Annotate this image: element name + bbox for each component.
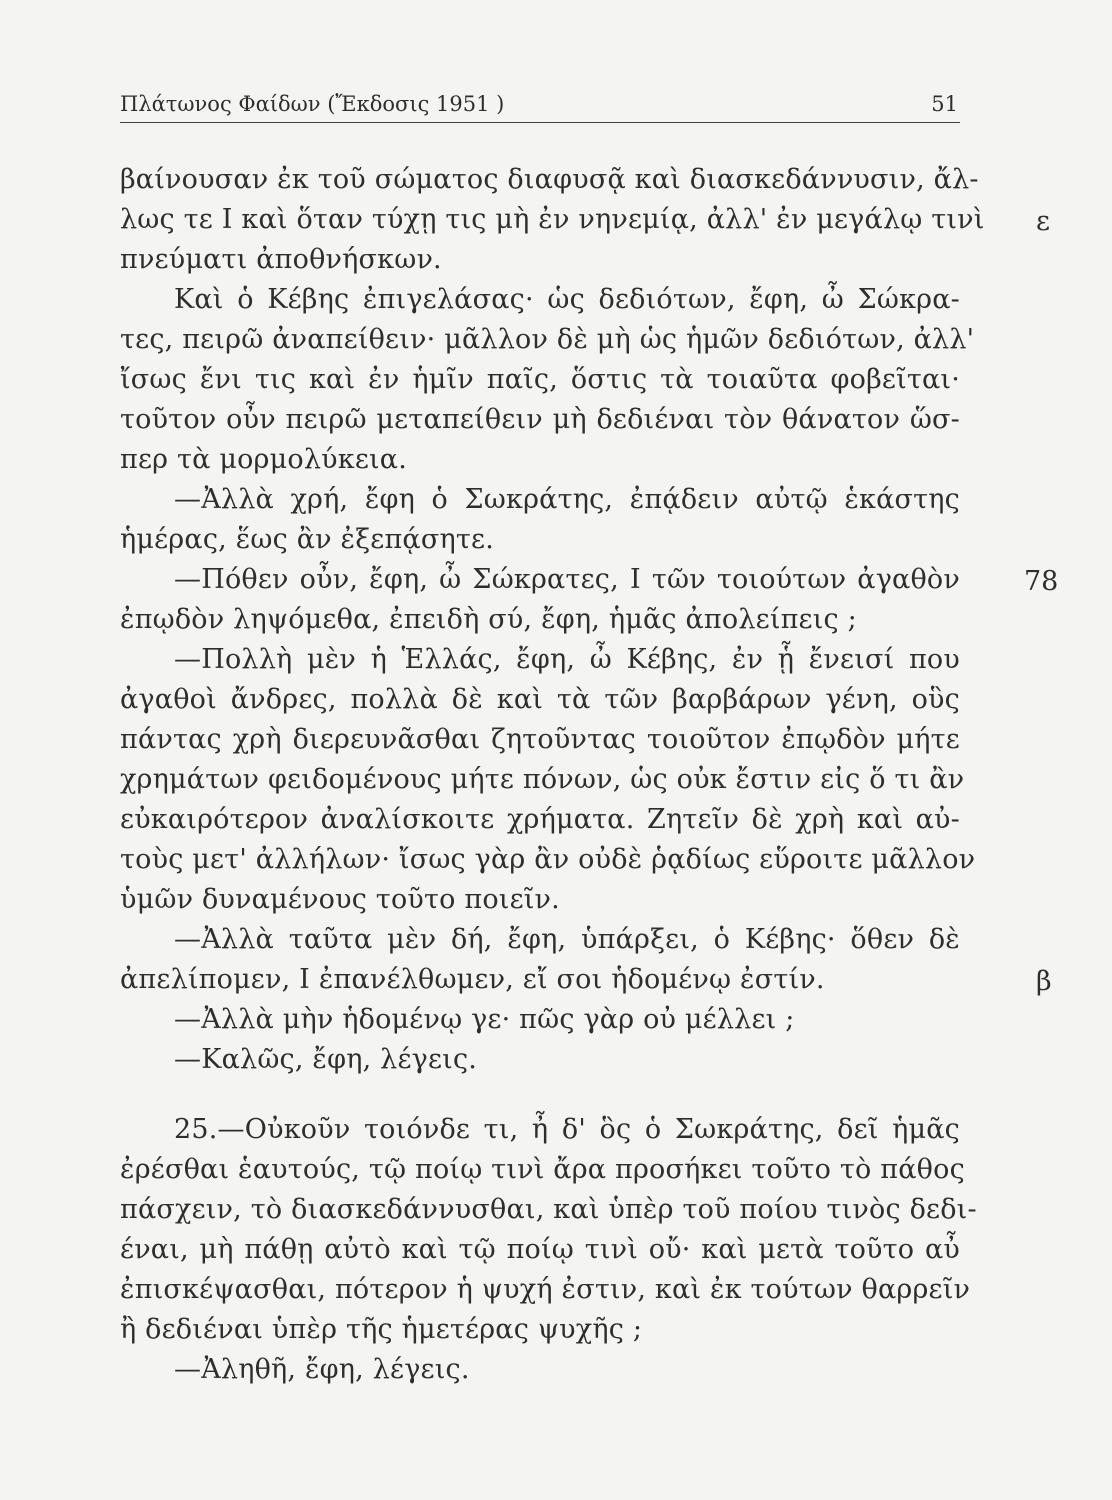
text-line: έναι, μὴ πάθῃ αὐτὸ καὶ τῷ ποίῳ τινὶ οὔ· καὶ μετὰ τοῦτο αὖ [120, 1234, 960, 1265]
text-line: 25.—Οὐκοῦν τοιόνδε τι, ἦ δ' ὃς ὁ Σωκράτης, δεῖ ἡμᾶς [174, 1114, 960, 1145]
text-line: —Ἀληθῆ, ἔφη, λέγεις. [174, 1354, 470, 1385]
text-line: περ τὰ μορμολύκεια. [120, 444, 408, 475]
text-line: ἴσως ἔνι τις καὶ ἐν ἡμῖν παῖς, ὅστις τὰ τοιαῦτα φοβεῖται· [120, 364, 960, 395]
text-line: ἐπῳδὸν ληψόμεθα, ἐπειδὴ σύ, ἔφη, ἡμᾶς ἀπολείπεις ; [120, 604, 857, 635]
running-header [120, 88, 960, 123]
text-line: τοῦτον οὖν πειρῶ μεταπείθειν μὴ δεδιέναι τὸν θάνατον ὥσ- [120, 404, 960, 435]
text-line: —Ἀλλὰ μὴν ἡδομένῳ γε· πῶς γὰρ οὐ μέλλει ; [174, 1004, 795, 1035]
text-line: χρημάτων φειδομένους μήτε πόνων, ὡς οὐκ ἔστιν εἰς ὅ τι ἂν [120, 764, 965, 795]
text-line: Καὶ ὁ Κέβης ἐπιγελάσας· ὡς δεδιότων, ἔφη, ὦ Σώκρα- [174, 284, 960, 315]
margin-stephanus-number: 78 [1024, 566, 1059, 597]
text-line: τοὺς μετ' ἀλλήλων· ἴσως γὰρ ἂν οὐδὲ ῥᾳδίως εὕροιτε μᾶλλον [120, 844, 976, 875]
text-line: —Καλῶς, ἔφη, λέγεις. [174, 1044, 478, 1075]
text-line: ἀπελίπομεν, Ι ἐπανέλθωμεν, εἴ σοι ἡδομένῳ ἐστίν. [120, 964, 825, 995]
text-line: πάντας χρὴ διερευνᾶσθαι ζητοῦντας τοιοῦτον ἐπῳδὸν μήτε [120, 724, 960, 755]
text-line: βαίνουσαν ἐκ τοῦ σώματος διαφυσᾷ καὶ διασκεδάννυσιν, ἄλ- [120, 164, 979, 195]
text-line: —Ἀλλὰ χρή, ἔφη ὁ Σωκράτης, ἐπᾴδειν αὐτῷ ἑκάστης [174, 484, 960, 515]
text-line: —Πολλὴ μὲν ἡ Ἑλλάς, ἔφη, ὦ Κέβης, ἐν ᾗ ἔνεισί που [174, 644, 960, 675]
text-line: —Πόθεν οὖν, ἔφη, ὦ Σώκρατες, Ι τῶν τοιούτων ἀγαθὸν [174, 564, 960, 595]
text-line: λως τε Ι καὶ ὅταν τύχῃ τις μὴ ἐν νηνεμίᾳ, ἀλλ' ἐν μεγάλῳ τινὶ [120, 204, 985, 235]
header-title: Πλάτωνος Φαίδων (Ἔκδοσις 1951 ) [120, 92, 505, 116]
text-line: τες, πειρῶ ἀναπείθειν· μᾶλλον δὲ μὴ ὡς ἡμῶν δεδιότων, ἀλλ' [120, 324, 975, 355]
text-line: πνεύματι ἀποθνήσκων. [120, 244, 442, 275]
text-line: ἀγαθοὶ ἄνδρες, πολλὰ δὲ καὶ τὰ τῶν βαρβάρων γένη, οὓς [120, 684, 960, 715]
page-number: 51 [931, 92, 958, 116]
text-line: εὐκαιρότερον ἀναλίσκοιτε χρήματα. Ζητεῖν δὲ χρὴ καὶ αὐ- [120, 804, 960, 835]
text-line: πάσχειν, τὸ διασκεδάννυσθαι, καὶ ὑπὲρ τοῦ ποίου τινὸς δεδι- [120, 1194, 977, 1225]
text-line: ἐπισκέψασθαι, πότερον ἡ ψυχή ἐστιν, καὶ ἐκ τούτων θαρρεῖν [120, 1274, 971, 1305]
text-line: ἡμέρας, ἕως ἂν ἐξεπᾴσητε. [120, 524, 494, 555]
text-line: ἢ δεδιέναι ὑπὲρ τῆς ἡμετέρας ψυχῆς ; [120, 1314, 643, 1345]
text-line: ὑμῶν δυναμένους τοῦτο ποιεῖν. [120, 884, 560, 915]
text-line: —Ἀλλὰ ταῦτα μὲν δή, ἔφη, ὑπάρξει, ὁ Κέβης· ὅθεν δὲ [174, 924, 960, 955]
margin-section-marker: β [1036, 966, 1052, 997]
margin-section-marker: ε [1036, 206, 1050, 237]
text-line: ἐρέσθαι ἑαυτούς, τῷ ποίῳ τινὶ ἄρα προσήκει τοῦτο τὸ πάθος [120, 1154, 965, 1185]
